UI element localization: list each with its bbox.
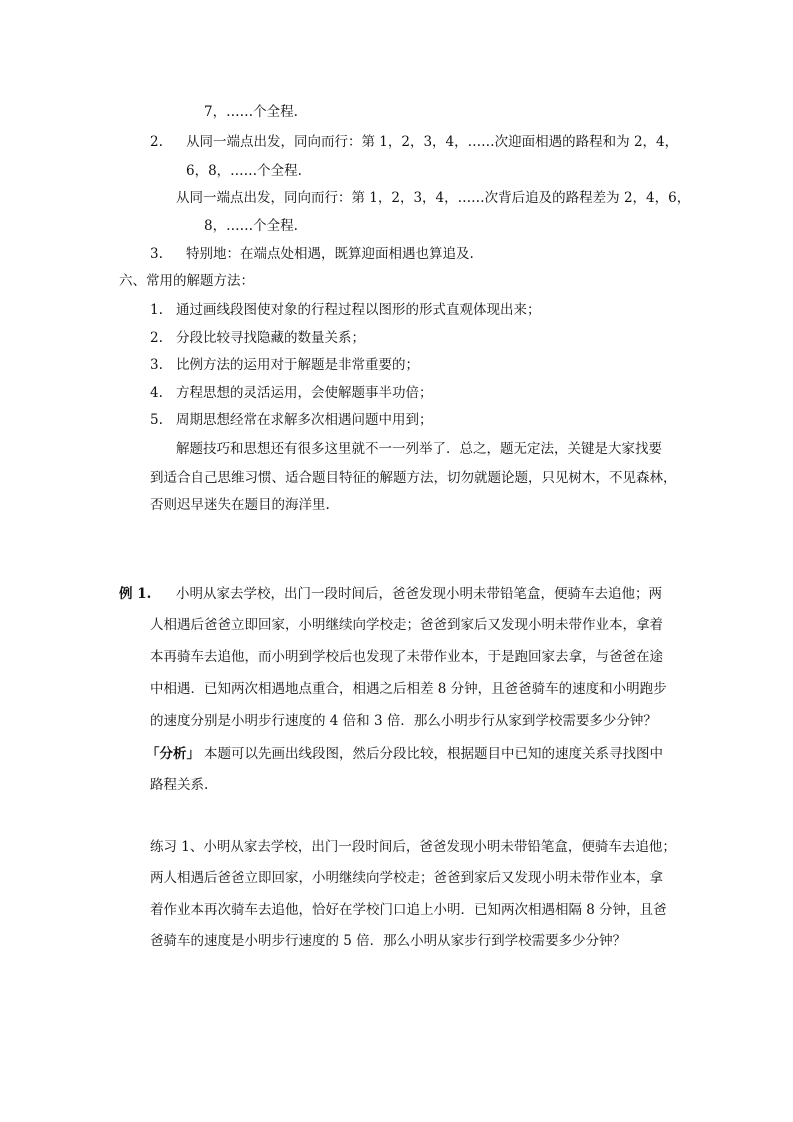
text-line: 6，8，……个全程. xyxy=(186,163,302,179)
exercise-line: 着作业本再次骑车去追他，恰好在学校门口追上小明．已知两次相遇相隔 8 分钟，且爸 xyxy=(150,902,667,918)
example-line: 人相遇后爸爸立即回家，小明继续向学校走；爸爸到家后又发现小明未带作业本，拿着 xyxy=(150,617,663,633)
method-number: 2. xyxy=(150,330,163,346)
text-line: 8，……个全程. xyxy=(204,218,298,234)
exercise-line: 两人相遇后爸爸立即回家，小明继续向学校走；爸爸到家后又发现小明未带作业本，拿 xyxy=(150,870,663,886)
method-text: 通过画线段图使对象的行程过程以图形的形式直观体现出来； xyxy=(176,302,541,318)
example-line: 的速度分别是小明步行速度的 4 倍和 3 倍．那么小明步行从家到学校需要多少分钟？ xyxy=(150,713,657,729)
text-line: 7，……个全程. xyxy=(204,104,298,120)
analysis-label: 「分析」 xyxy=(146,746,200,762)
item-number: 3. xyxy=(150,246,163,262)
method-text: 周期思想经常在求解多次相遇问题中用到； xyxy=(176,412,433,428)
method-number: 4. xyxy=(150,385,163,401)
example-line: 小明从家去学校，出门一段时间后，爸爸发现小明未带铅笔盒，便骑车去追他；两 xyxy=(176,586,662,602)
method-text: 分段比较寻找隐藏的数量关系； xyxy=(176,330,365,346)
section-title: 六、常用的解题方法： xyxy=(119,273,254,289)
method-number: 3. xyxy=(150,357,163,373)
example-line: 中相遇．已知两次相遇地点重合，相遇之后相差 8 分钟，且爸爸骑车的速度和小明跑步 xyxy=(150,681,667,697)
text-line: 特别地：在端点处相遇，既算迎面相遇也算追及. xyxy=(186,246,474,262)
exercise-line: 爸骑车的速度是小明步行速度的 5 倍．那么小明从家步行到学校需要多少分钟？ xyxy=(150,933,627,949)
method-text: 比例方法的运用对于解题是非常重要的； xyxy=(176,357,419,373)
summary-line: 到适合自己思维习惯、适合题目特征的解题方法，切勿就题论题，只见树木，不见森林， xyxy=(150,470,677,486)
analysis-line: 本题可以先画出线段图，然后分段比较，根据题目中已知的速度关系寻找图中 xyxy=(204,746,663,762)
exercise-line: 练习 1、小明从家去学校，出门一段时间后，爸爸发现小明未带铅笔盒，便骑车去追他； xyxy=(150,839,676,855)
method-text: 方程思想的灵活运用，会使解题事半功倍； xyxy=(176,385,433,401)
method-number: 5. xyxy=(150,412,163,428)
summary-line: 解题技巧和思想还有很多这里就不一一列举了．总之，题无定法，关键是大家找要 xyxy=(176,441,662,457)
example-label: 例 1. xyxy=(119,586,152,602)
summary-line: 否则迟早迷失在题目的海洋里. xyxy=(150,497,330,513)
text-line: 从同一端点出发，同向而行：第 1，2，3，4，……次迎面相遇的路程和为 2，4， xyxy=(186,134,679,150)
item-number: 2. xyxy=(150,134,163,150)
method-number: 1. xyxy=(150,302,163,318)
example-line: 本再骑车去追他，而小明到学校后也发现了未带作业本，于是跑回家去拿，与爸爸在途 xyxy=(150,649,663,665)
text-line: 从同一端点出发，同向而行：第 1，2，3，4，……次背后追及的路程差为 2，4，6， xyxy=(176,190,691,206)
analysis-line: 路程关系. xyxy=(150,777,209,793)
